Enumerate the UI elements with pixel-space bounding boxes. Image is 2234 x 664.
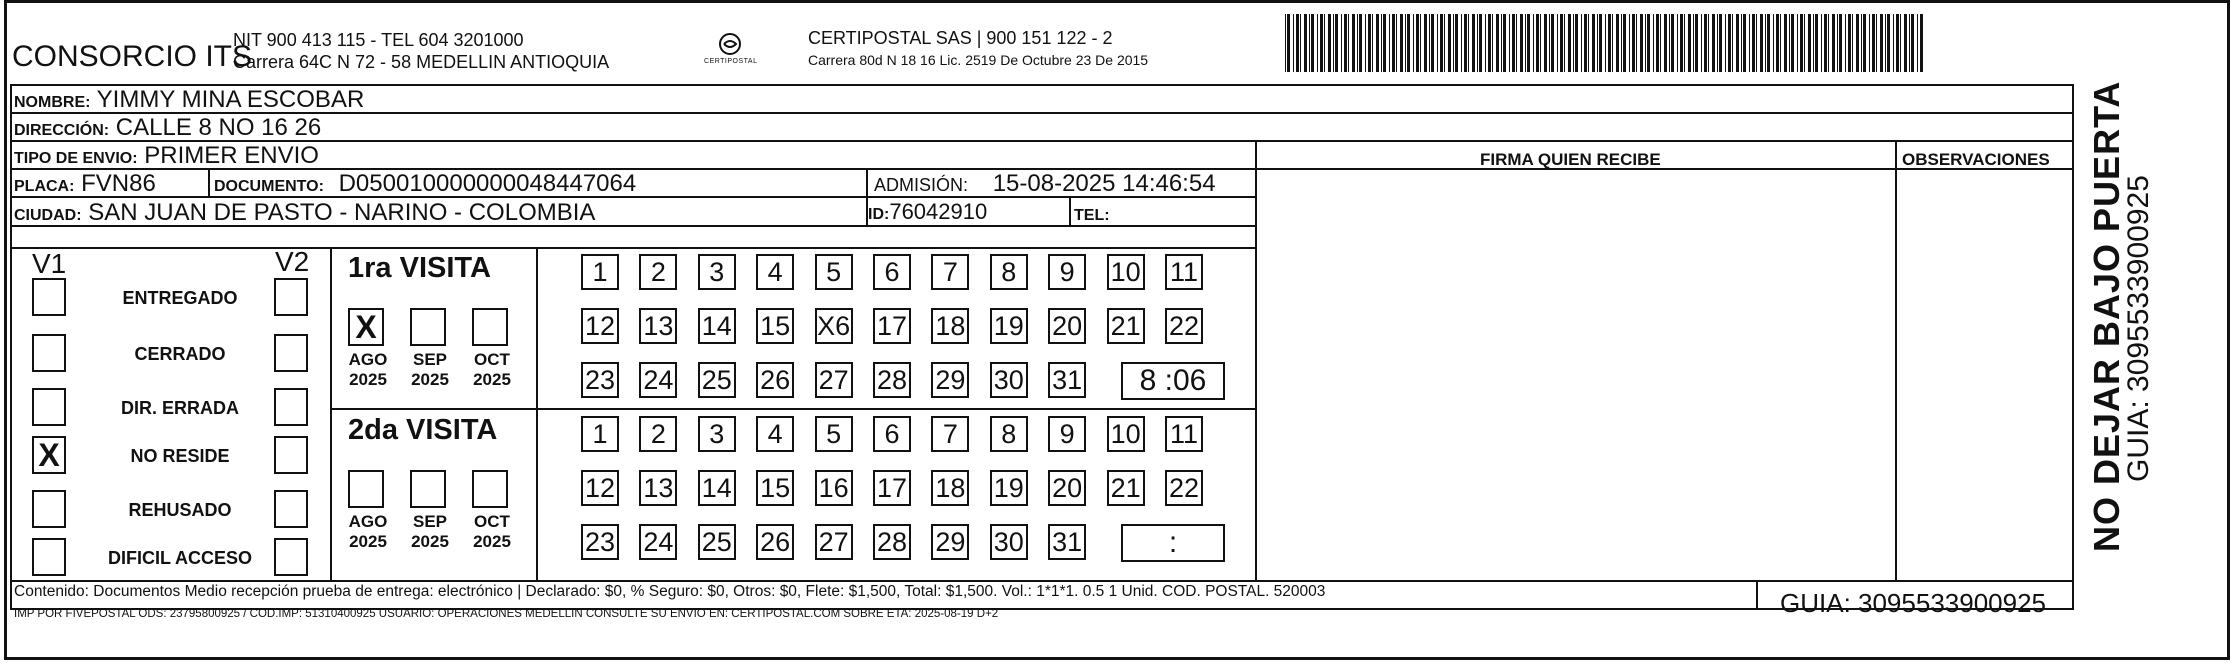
time-box[interactable]: : [1121,524,1225,562]
direccion-field [14,114,321,142]
month-label: AGO [348,350,388,369]
day-box[interactable]: 12 [581,308,619,344]
v2-checkbox[interactable] [274,388,308,426]
tel-label: TEL: [1074,207,1110,224]
day-box[interactable]: 15 [756,470,794,506]
no-dejar-text: NO DEJAR BAJO PUERTA [2086,80,2127,552]
day-box[interactable]: 9 [1048,416,1086,452]
nombre-field [14,86,364,114]
day-box[interactable]: 16 [815,470,853,506]
day-box[interactable]: 6 [873,254,911,290]
firma-header: FIRMA QUIEN RECIBE [1480,150,1661,169]
v1-header: V1 [32,248,67,279]
admision-value: 15-08-2025 14:46:54 [992,170,1216,197]
v1-checkbox[interactable] [32,538,66,576]
footer-imp: IMP POR FIVEPOSTAL ODS: 23795800925 / COD.IMP: 51310400925 USUARIO: OPERACIONES MEDELLIN CONSULTE SU ENVIO EN: CERTIPOSTAL.COM SOBRE ETA: 2025-08-19 D+2 [14,608,999,620]
visit-title: 1ra VISITA [348,252,491,284]
day-box[interactable]: 10 [1107,254,1145,290]
day-box[interactable]: 22 [1165,308,1203,344]
observaciones-header: OBSERVACIONES [1902,150,2050,169]
day-box[interactable]: 7 [931,254,969,290]
day-box[interactable]: 31 [1048,524,1086,560]
time-box[interactable]: 8 :06 [1121,362,1225,400]
day-box[interactable]: 8 [990,254,1028,290]
day-box[interactable]: 26 [756,362,794,398]
day-box[interactable]: 13 [639,470,677,506]
nombre-value: YIMMY MINA ESCOBAR [96,86,365,113]
day-box[interactable]: 21 [1107,470,1145,506]
tipo-envio-label: TIPO DE ENVIO: [14,150,138,167]
day-box[interactable]: 5 [815,416,853,452]
v2-checkbox[interactable] [274,490,308,528]
certi-address: Carrera 80d N 18 16 Lic. 2519 De Octubre 23 De 2015 [808,52,1149,68]
day-box[interactable]: 25 [698,524,736,560]
day-box[interactable]: 31 [1048,362,1086,398]
day-box[interactable]: 7 [931,416,969,452]
month-checkbox[interactable] [410,308,446,346]
status-label: CERRADO [134,344,226,364]
day-box[interactable]: 28 [873,362,911,398]
day-box[interactable]: 17 [873,308,911,344]
day-box[interactable]: X6 [815,308,853,344]
day-box[interactable]: 30 [990,362,1028,398]
day-box[interactable]: 23 [581,524,619,560]
month-checkbox[interactable]: X [348,308,384,346]
tipo-envio-field [14,142,319,170]
month-label: SEP [412,512,448,531]
day-box[interactable]: 24 [639,362,677,398]
day-box[interactable]: 8 [990,416,1028,452]
id-field [868,199,987,225]
day-box[interactable]: 23 [581,362,619,398]
status-label: NO RESIDE [130,446,230,466]
v2-checkbox[interactable] [274,334,308,372]
month-checkbox[interactable] [348,470,384,508]
placa-label: PLACA: [14,178,75,195]
documento-field [214,170,636,198]
day-box[interactable]: 28 [873,524,911,560]
month-label: SEP [412,350,448,369]
v1-checkbox[interactable]: X [32,436,66,474]
v1-checkbox[interactable] [32,334,66,372]
status-label: ENTREGADO [122,288,238,308]
month-label: OCT [474,512,510,531]
day-box[interactable]: 3 [698,254,736,290]
certi-line: CERTIPOSTAL SAS | 900 151 122 - 2 [808,28,1113,48]
v2-checkbox[interactable] [274,278,308,316]
day-box[interactable]: 18 [931,308,969,344]
year-label: 2025 [411,532,449,551]
year-label: 2025 [473,370,511,389]
month-checkbox[interactable] [472,308,508,346]
admision-label: ADMISIÓN: [874,175,969,195]
day-box[interactable]: 14 [698,470,736,506]
v2-checkbox[interactable] [274,538,308,576]
day-box[interactable]: 27 [815,362,853,398]
month-checkbox[interactable] [472,470,508,508]
day-box[interactable]: 20 [1048,470,1086,506]
day-box[interactable]: 29 [931,362,969,398]
form-box [10,84,2074,610]
documento-value: D050010000000048447064 [338,170,637,197]
day-box[interactable]: 19 [990,470,1028,506]
day-box[interactable]: 29 [931,524,969,560]
day-box[interactable]: 26 [756,524,794,560]
day-box[interactable]: 12 [581,470,619,506]
day-box[interactable]: 13 [639,308,677,344]
v1-checkbox[interactable] [32,490,66,528]
visit-title: 2da VISITA [348,414,498,446]
day-box[interactable]: 22 [1165,470,1203,506]
ciudad-label: CIUDAD: [14,207,82,224]
barcode [1285,14,1925,72]
day-box[interactable]: 3 [698,416,736,452]
day-box[interactable]: 25 [698,362,736,398]
day-box[interactable]: 14 [698,308,736,344]
direccion-label: DIRECCIÓN: [14,122,110,139]
day-box[interactable]: 1 [581,416,619,452]
day-box[interactable]: 17 [873,470,911,506]
year-label: 2025 [411,370,449,389]
day-box[interactable]: 19 [990,308,1028,344]
company-address: Carrera 64C N 72 - 58 MEDELLIN ANTIOQUIA [233,52,610,72]
month-checkbox[interactable] [410,470,446,508]
footer-contenido: Contenido: Documentos Medio recepción prueba de entrega: electrónico | Declarado: $0, % Seguro: $0, Otros: $0, Flete: $1,500, Total: $1,500. Vol.: 1*1*1. 0.5 1 Unid. COD. POSTAL. 520003 [14,583,1326,600]
year-label: 2025 [349,532,387,551]
day-box[interactable]: 5 [815,254,853,290]
year-label: 2025 [349,370,387,389]
day-box[interactable]: 9 [1048,254,1086,290]
day-box[interactable]: 11 [1165,416,1203,452]
month-label: AGO [348,512,388,531]
company-name: CONSORCIO ITS [12,40,253,73]
id-label: ID: [868,206,890,223]
admision-field [874,170,1216,198]
year-label: 2025 [473,532,511,551]
ciudad-value: SAN JUAN DE PASTO - NARINO - COLOMBIA [88,199,596,226]
v1-checkbox[interactable] [32,278,66,316]
placa-value: FVN86 [81,170,156,197]
v2-header: V2 [275,246,310,277]
day-box[interactable]: 15 [756,308,794,344]
day-box[interactable]: 1 [581,254,619,290]
day-box[interactable]: 30 [990,524,1028,560]
day-box[interactable]: 20 [1048,308,1086,344]
direccion-value: CALLE 8 NO 16 26 [115,114,322,141]
day-box[interactable]: 6 [873,416,911,452]
status-label: DIFICIL ACCESO [107,548,252,568]
certipostal-logo [700,30,760,70]
documento-label: DOCUMENTO: [214,178,324,195]
tel-field [1074,199,1110,227]
status-label: DIR. ERRADA [120,398,239,418]
day-box[interactable]: 2 [639,416,677,452]
footer-guia: GUIA: 3095533900925 [1780,588,2046,618]
day-box[interactable]: 2 [639,254,677,290]
day-box[interactable]: 21 [1107,308,1145,344]
day-box[interactable]: 11 [1165,254,1203,290]
v2-checkbox[interactable] [274,436,308,474]
day-box[interactable]: 10 [1107,416,1145,452]
status-label: REHUSADO [128,500,232,520]
day-box[interactable]: 24 [639,524,677,560]
nit-line: NIT 900 413 115 - TEL 604 3201000 [233,30,524,50]
day-box[interactable]: 4 [756,416,794,452]
placa-field [14,170,156,198]
id-value: 76042910 [889,199,988,224]
day-box[interactable]: 27 [815,524,853,560]
ciudad-field [14,199,595,227]
v1-checkbox[interactable] [32,388,66,426]
day-box[interactable]: 18 [931,470,969,506]
side-guia-text: GUIA: 3095533900925 [2122,175,2155,482]
nombre-label: NOMBRE: [14,94,91,111]
day-box[interactable]: 4 [756,254,794,290]
month-label: OCT [474,350,510,369]
logo-text: CERTIPOSTAL [704,58,758,65]
tipo-envio-value: PRIMER ENVIO [144,142,319,169]
